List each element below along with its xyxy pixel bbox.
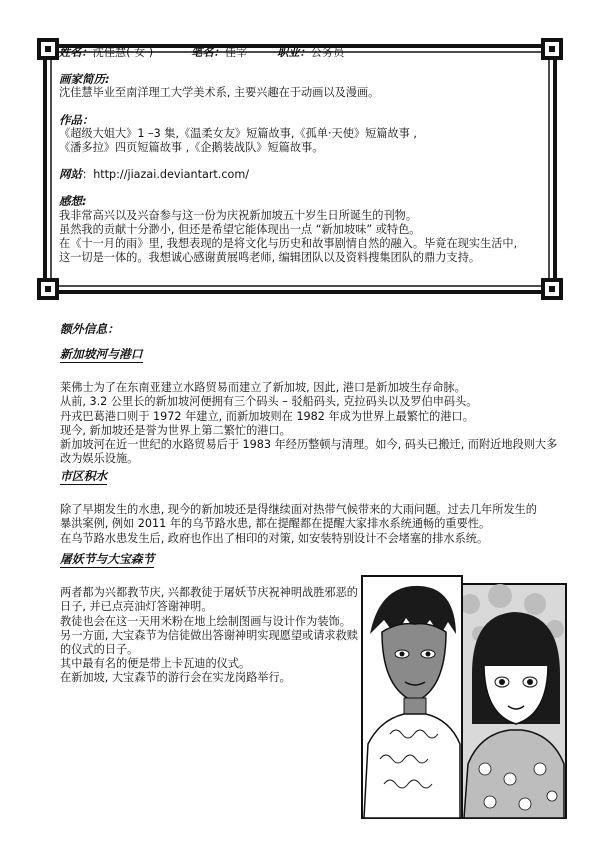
website-link[interactable]: ：http://jiazai.deviantart.com/ — [82, 168, 250, 182]
job-label: 职业： — [277, 46, 311, 59]
name-label: 姓名： — [59, 46, 93, 59]
bio-section — [59, 72, 549, 100]
website-label: 网站 — [59, 167, 82, 182]
job-value: 公务员 — [310, 46, 345, 59]
section-river-port — [60, 347, 560, 466]
pen-name-value: 佳宰 — [224, 46, 248, 59]
pen-name-label: 笔名： — [191, 46, 225, 59]
section-flooding — [60, 469, 560, 546]
flooding-title: 市区积水 — [60, 469, 107, 485]
thoughts-text: 我非常高兴以及兴奋参与这一份为庆祝新加坡五十岁生日所诞生的刊物。 虽然我的贡献十分渺小, 但还是希望它能体现出一点 “新加坡味” 或特色。 在《十一月的雨》里, 我想表现的是将文化与历史和故事剧情自然的融入。毕竟在现实生活中, 这一切是一体的。我想诚心感谢黄展鸣老师, 编辑团队以及资料搜集团队的鼎力支持。 — [59, 208, 518, 265]
thoughts-title: 感想: — [59, 194, 87, 209]
profile-block — [59, 42, 549, 265]
character-illustration — [360, 574, 568, 820]
river-port-text: 莱佛士为了在东南亚建立水路贸易而建立了新加坡, 因此, 港口是新加坡生存命脉。 从前, 3.2 公里长的新加坡河便拥有三个码头 – 驳船码头, 克拉码头以及罗伯申码头。 丹戎巴葛港口则于 1972 年建立, 而新加坡则在 1982 年成为世界上最繁忙的港口。 现今, 新加坡还是誉为世界上第二繁忙的港口。 新加坡河在近一世纪的水路贸易后于 1983 年经历整顿与清理。如今, 码头已搬迁, 而附近地段则大多 改为娱乐设施。 — [60, 381, 558, 466]
works-title: 作品： — [59, 112, 94, 127]
extra-info-heading-wrap — [60, 322, 560, 337]
festivals-text: 两者都为兴都教节庆, 兴都教徒于屠妖节庆祝神明战胜邪恶的 日子, 并已点亮油灯答谢神明。 教徒也会在这一天用米粉在地上绘制图画与设计作为装饰。 另一方面, 大宝森节为信徒做出答谢神明实现愿望或请求救赎 的仪式的日子。 其中最有名的便是带上卡瓦迪的仪式。 在新加坡, 大宝森节的游行会在实龙岗路举行。 — [60, 586, 358, 685]
bio-text: 沈佳慧毕业至南洋理工大学美术系, 主要兴趣在于动画以及漫画。 — [59, 86, 380, 100]
section-festivals — [60, 552, 360, 686]
river-port-title: 新加坡河与港口 — [60, 347, 143, 363]
festivals-title: 屠妖节与大宝森节 — [60, 552, 154, 568]
profile-header-row — [59, 46, 549, 60]
website-section — [59, 167, 549, 182]
characters-drawing — [360, 574, 568, 820]
works-section — [59, 113, 549, 156]
bio-title: 画家简历: — [59, 72, 110, 87]
flooding-text: 除了早期发生的水患, 现今的新加坡还是得继续面对热带气候带来的大雨问题。过去几年所发生的 暴洪案例, 例如 2011 年的乌节路水患, 都在提醒都在提醒大家排水系统通畅的重要性。 在乌节路水患发生后, 政府也作出了相印的对策, 如安装特别设计不会堵塞的排水系统。 — [60, 503, 537, 545]
thoughts-section — [59, 194, 549, 265]
name-value: 沈佳慧( 女 ) — [92, 46, 154, 59]
works-text: 《超级大姐大》1 –3 集,《温柔女友》短篇故事,《孤单·天使》短篇故事 , 《潘多拉》四页短篇故事 ,《企鹅装战队》短篇故事。 — [59, 126, 417, 155]
extra-info-title: 额外信息： — [60, 322, 119, 336]
